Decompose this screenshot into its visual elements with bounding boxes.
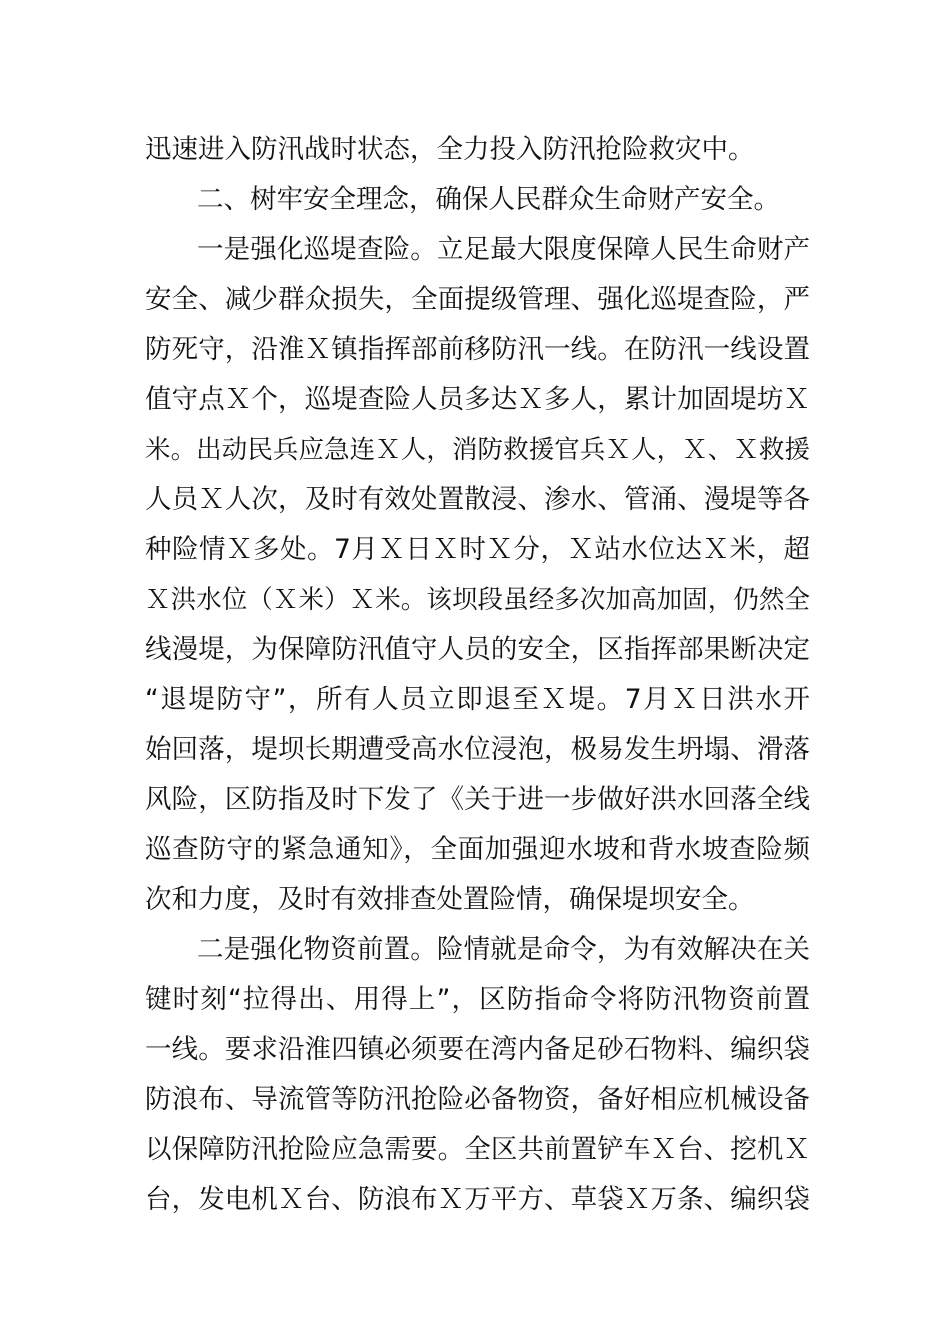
text-line: “退堤防守”，所有人员立即退至Ｘ堤。7月Ｘ日洪水开 [145,684,810,715]
text-line: 台，发电机Ｘ台、防浪布Ｘ万平方、草袋Ｘ万条、编织袋 [145,1184,810,1215]
text-line: 以保障防汛抢险应急需要。全区共前置铲车Ｘ台、挖机Ｘ [145,1134,810,1165]
text-line: 米。出动民兵应急连Ｘ人，消防救援官兵Ｘ人，Ｘ、Ｘ救援 [145,435,810,465]
paragraph-first-line: 二是强化物资前置。险情就是命令，为有效解决在关 [197,934,810,965]
text-line: 人员Ｘ人次，及时有效处置散浸、渗水、管涌、漫堤等各 [145,484,810,515]
text-line: Ｘ洪水位（Ｘ米）Ｘ米。该坝段虽经多次加高加固，仍然全 [145,585,810,615]
text-line: 迅速进入防汛战时状态，全力投入防汛抢险救灾中。 [145,134,755,165]
text-line: 种险情Ｘ多处。7月Ｘ日Ｘ时Ｘ分，Ｘ站水位达Ｘ米，超 [145,534,810,565]
text-line: 风险，区防指及时下发了《关于进一步做好洪水回落全线 [145,784,810,815]
text-line: 防浪布、导流管等防汛抢险必备物资，备好相应机械设备 [145,1084,810,1115]
text-line: 防死守，沿淮Ｘ镇指挥部前移防汛一线。在防汛一线设置 [145,334,810,365]
section-heading: 二、树牢安全理念，确保人民群众生命财产安全。 [197,184,780,215]
text-line: 巡查防守的紧急通知》，全面加强迎水坡和背水坡查险频 [145,834,810,865]
text-line: 值守点Ｘ个，巡堤查险人员多达Ｘ多人，累计加固堤坊Ｘ [145,384,810,415]
paragraph-last-line: 次和力度，及时有效排查处置险情，确保堤坝安全。 [145,884,755,915]
text-line: 安全、减少群众损失，全面提级管理、强化巡堤查险，严 [145,284,810,315]
text-line: 键时刻“拉得出、用得上”，区防指命令将防汛物资前置 [145,984,810,1015]
text-line: 始回落，堤坝长期遭受高水位浸泡，极易发生坍塌、滑落 [145,734,810,765]
paragraph-first-line: 一是强化巡堤查险。立足最大限度保障人民生命财产 [197,234,810,265]
text-line: 一线。要求沿淮四镇必须要在湾内备足砂石物料、编织袋 [145,1034,810,1065]
text-line: 线漫堤，为保障防汛值守人员的安全，区指挥部果断决定 [145,634,810,665]
